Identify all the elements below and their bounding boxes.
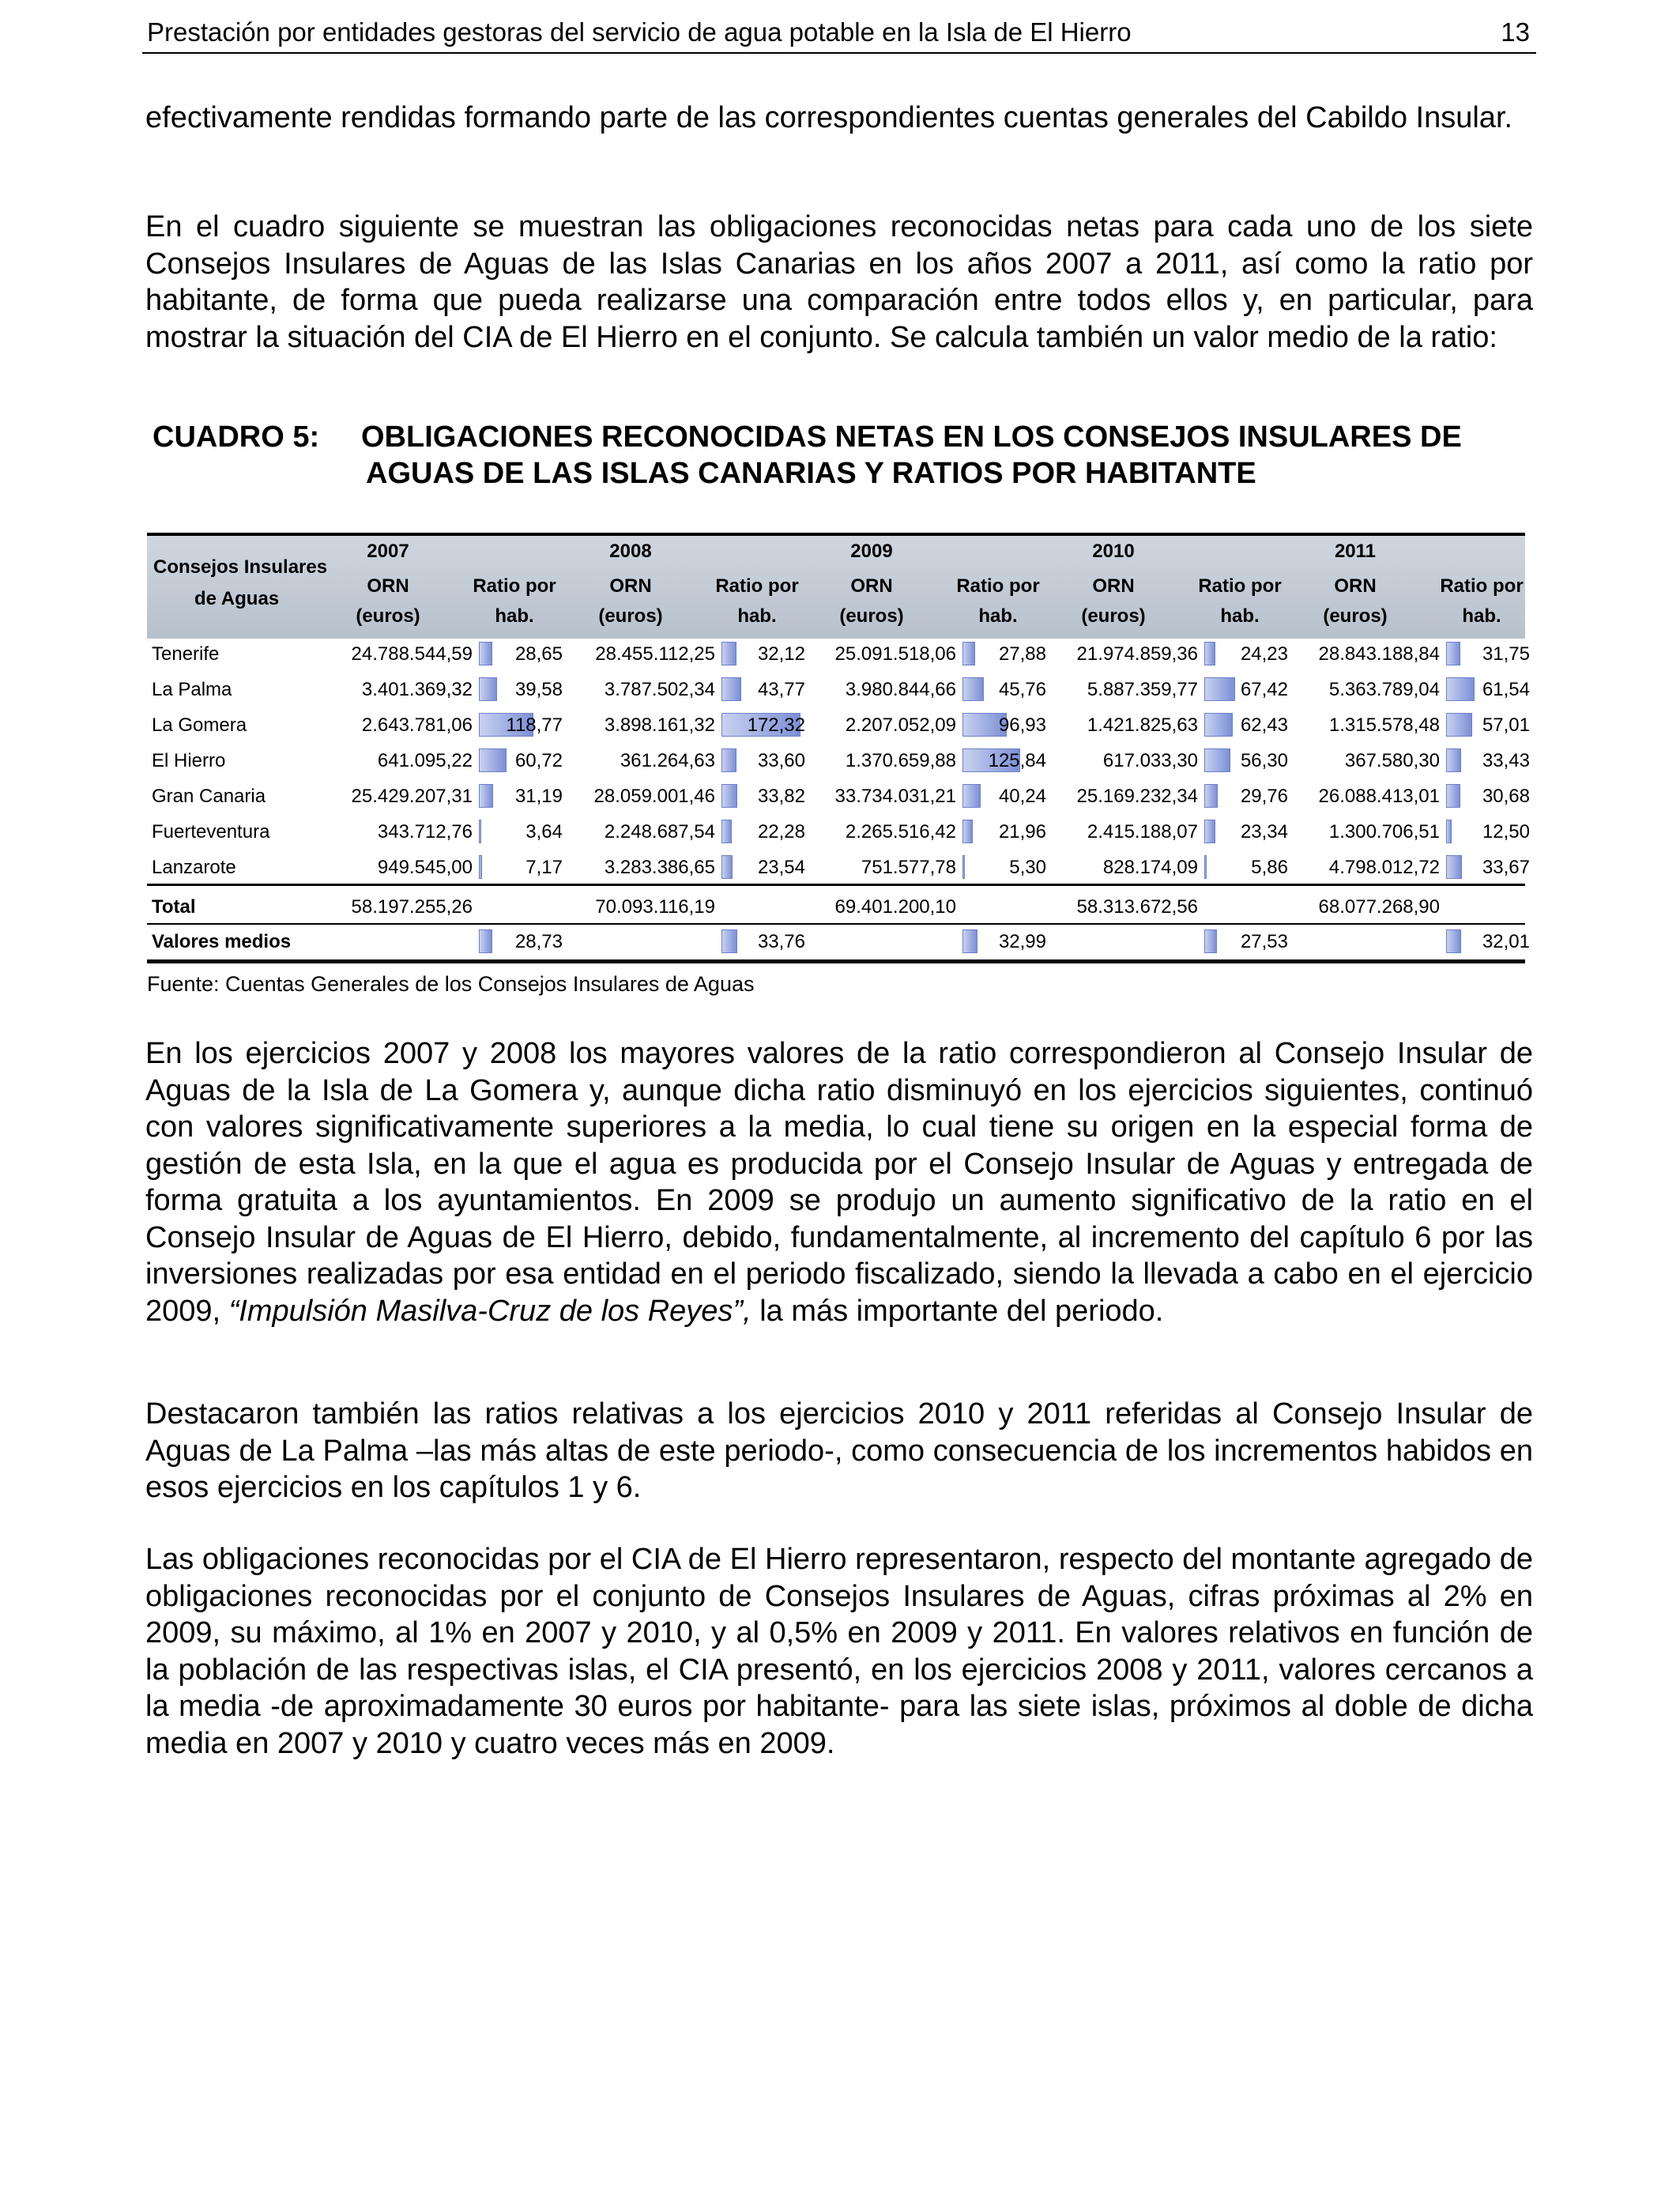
total-label: Total bbox=[152, 896, 196, 918]
orn-value: 5.363.789,04 bbox=[1328, 679, 1440, 700]
ratio-bar bbox=[479, 820, 481, 843]
orn-value: 2.248.687,54 bbox=[604, 821, 715, 843]
ratio-value: 21,96 bbox=[998, 821, 1046, 843]
orn-value: 3.401.369,32 bbox=[361, 679, 473, 700]
ratio-value: 56,30 bbox=[1240, 750, 1288, 771]
header-year: 2007 bbox=[367, 541, 409, 562]
ratio-value: 5,30 bbox=[1009, 857, 1046, 878]
ratio-value: 61,54 bbox=[1482, 679, 1530, 700]
header-orn: ORN bbox=[1092, 575, 1135, 597]
ratio-value: 96,93 bbox=[998, 714, 1046, 736]
ratio-value: 33,43 bbox=[1482, 750, 1530, 771]
ratio-value: 5,86 bbox=[1251, 857, 1288, 878]
orn-value: 2.265.516,42 bbox=[845, 821, 956, 843]
header-ratio-unit: hab. bbox=[1220, 605, 1260, 627]
ratio-value: 29,76 bbox=[1240, 786, 1288, 807]
ratio-value: 39,58 bbox=[514, 679, 563, 700]
header-orn: ORN bbox=[850, 575, 893, 597]
paragraph-3 bbox=[145, 1035, 1533, 1329]
ratio-value: 118,77 bbox=[506, 714, 563, 736]
table-row-label: El Hierro bbox=[152, 750, 226, 771]
average-rule bbox=[147, 923, 1525, 925]
header-orn-unit: (euros) bbox=[1081, 605, 1146, 627]
table-bottom-rule bbox=[147, 959, 1525, 963]
header-ratio-unit: hab. bbox=[495, 605, 534, 627]
total-value: 58.197.255,26 bbox=[351, 896, 473, 918]
orn-value: 26.088.413,01 bbox=[1318, 786, 1440, 807]
total-value: 70.093.116,19 bbox=[595, 896, 715, 918]
ratio-value: 3,64 bbox=[525, 821, 563, 843]
ratio-value: 125,84 bbox=[988, 750, 1046, 771]
header-ratio: Ratio por bbox=[956, 575, 1040, 597]
ratio-value: 28,65 bbox=[514, 643, 563, 665]
orn-value: 1.370.659,88 bbox=[845, 750, 956, 771]
orn-value: 617.033,30 bbox=[1102, 750, 1198, 771]
header-ratio-unit: hab. bbox=[737, 605, 777, 627]
average-value: 32,01 bbox=[1482, 931, 1530, 952]
total-rule bbox=[147, 884, 1525, 886]
table-row-label: Fuerteventura bbox=[152, 821, 270, 843]
orn-value: 25.169.232,34 bbox=[1076, 786, 1198, 807]
header-ratio: Ratio por bbox=[1440, 575, 1524, 597]
orn-value: 751.577,78 bbox=[861, 857, 956, 878]
orn-value: 949.545,00 bbox=[377, 857, 473, 878]
orn-value: 25.091.518,06 bbox=[834, 643, 956, 665]
ratio-value: 30,68 bbox=[1482, 786, 1530, 807]
orn-value: 3.898.161,32 bbox=[604, 714, 715, 736]
orn-value: 1.421.825,63 bbox=[1087, 714, 1198, 736]
paragraph-3-end: la más importante del periodo. bbox=[751, 1294, 1164, 1328]
header-year: 2010 bbox=[1092, 541, 1135, 562]
header-ratio: Ratio por bbox=[715, 575, 799, 597]
ratio-value: 45,76 bbox=[998, 679, 1046, 700]
page-number: 13 bbox=[1501, 17, 1530, 47]
header-orn-unit: (euros) bbox=[356, 605, 420, 627]
header-orn-unit: (euros) bbox=[1323, 605, 1388, 627]
ratio-value: 60,72 bbox=[514, 750, 563, 771]
orn-value: 2.207.052,09 bbox=[845, 714, 956, 736]
ratio-value: 172,32 bbox=[747, 714, 805, 736]
orn-value: 28.843.188,84 bbox=[1318, 643, 1440, 665]
header-orn: ORN bbox=[609, 575, 652, 597]
ratio-value: 33,82 bbox=[757, 786, 805, 807]
caption-line-2: AGUAS DE LAS ISLAS CANARIAS Y RATIOS POR HABITANTE bbox=[366, 457, 1256, 490]
data-table bbox=[147, 533, 1530, 966]
total-value: 58.313.672,56 bbox=[1076, 896, 1198, 918]
paragraph-2: En el cuadro siguiente se muestran las obligaciones reconocidas netas para cada uno de los siete Consejos Insulares de Aguas de las Islas Canarias en los años 2007 a 2011, así como la ratio por habitante, de forma que pueda realizarse una comparación entre todos ellos y, en particular, para mostrar la situación del CIA de El Hierro en el conjunto. Se calcula también un valor medio de la ratio: bbox=[145, 210, 1533, 354]
caption-line-1: OBLIGACIONES RECONOCIDAS NETAS EN LOS CONSEJOS INSULARES DE bbox=[361, 420, 1462, 454]
header-orn: ORN bbox=[1334, 575, 1377, 597]
table-row-label: Lanzarote bbox=[152, 857, 236, 878]
orn-value: 21.974.859,36 bbox=[1076, 643, 1198, 665]
ratio-value: 57,01 bbox=[1482, 714, 1530, 736]
header-corner-1: Consejos Insulares bbox=[153, 556, 328, 578]
orn-value: 1.300.706,51 bbox=[1328, 821, 1440, 843]
average-value: 33,76 bbox=[757, 931, 805, 952]
ratio-bar bbox=[479, 855, 482, 879]
orn-value: 343.712,76 bbox=[377, 821, 473, 843]
ratio-value: 43,77 bbox=[757, 679, 805, 700]
ratio-value: 67,42 bbox=[1240, 679, 1288, 700]
header-year: 2011 bbox=[1334, 541, 1377, 562]
orn-value: 24.788.544,59 bbox=[351, 643, 473, 665]
table-row-label: Tenerife bbox=[152, 643, 220, 665]
orn-value: 361.264,63 bbox=[620, 750, 715, 771]
orn-value: 4.798.012,72 bbox=[1328, 857, 1440, 878]
ratio-value: 7,17 bbox=[525, 857, 563, 878]
ratio-value: 33,60 bbox=[757, 750, 805, 771]
paragraph-1: efectivamente rendidas formando parte de las correspondientes cuentas generales del Cabildo Insular. bbox=[145, 101, 1513, 134]
average-value: 28,73 bbox=[514, 931, 563, 952]
ratio-value: 31,75 bbox=[1482, 643, 1530, 665]
ratio-value: 33,67 bbox=[1482, 857, 1530, 878]
orn-value: 28.059.001,46 bbox=[593, 786, 715, 807]
average-label: Valores medios bbox=[152, 931, 292, 952]
header-orn: ORN bbox=[367, 575, 409, 597]
ratio-value: 12,50 bbox=[1482, 821, 1530, 843]
table-row-label: La Palma bbox=[152, 679, 232, 700]
header-ratio: Ratio por bbox=[473, 575, 556, 597]
orn-value: 28.455.112,25 bbox=[595, 643, 715, 665]
page-header bbox=[142, 16, 1536, 54]
paragraph-3-text: En los ejercicios 2007 y 2008 los mayores valores de la ratio correspondieron al Consejo Insular de Aguas de la Isla de La Gomera y, aunque dicha ratio disminuyó en los ejercicios siguientes, continuó con valores significativamente superiores a la media, lo cual tiene su origen en la especial forma de gestión de esta Isla, en la que el agua es producida por el Consejo Insular de Aguas y entregada de forma gratuita a los ayuntamientos. En 2009 se produjo un aumento significativo de la ratio en el Consejo Insular de Aguas de El Hierro, debido, fundamentalmente, al incremento del capítulo 6 por las inversiones realizadas por esa entidad en el periodo fiscalizado, siendo la llevada a cabo en el ejercicio 2009, bbox=[145, 1037, 1533, 1328]
orn-value: 3.980.844,66 bbox=[845, 679, 956, 700]
orn-value: 3.787.502,34 bbox=[604, 679, 715, 700]
orn-value: 367.580,30 bbox=[1344, 750, 1440, 771]
orn-value: 3.283.386,65 bbox=[604, 857, 715, 878]
ratio-value: 32,12 bbox=[757, 643, 805, 665]
ratio-bar bbox=[1204, 855, 1207, 879]
paragraph-4: Destacaron también las ratios relativas a los ejercicios 2010 y 2011 referidas al Consejo Insular de Aguas de La Palma –las más altas de este periodo-, como consecuencia de los incrementos habidos en esos ejercicios en los capítulos 1 y 6. bbox=[145, 1397, 1533, 1504]
ratio-value: 23,54 bbox=[757, 857, 805, 878]
orn-value: 25.429.207,31 bbox=[351, 786, 473, 807]
header-ratio: Ratio por bbox=[1198, 575, 1282, 597]
header-corner-2: de Aguas bbox=[194, 588, 280, 609]
orn-value: 641.095,22 bbox=[377, 750, 473, 771]
orn-value: 1.315.578,48 bbox=[1328, 714, 1440, 736]
ratio-value: 31,19 bbox=[514, 786, 563, 807]
running-title: Prestación por entidades gestoras del servicio de agua potable en la Isla de El Hierro bbox=[147, 17, 1132, 47]
project-name: “Impulsión Masilva-Cruz de los Reyes”, bbox=[228, 1294, 751, 1328]
table-source: Fuente: Cuentas Generales de los Consejos Insulares de Aguas bbox=[147, 972, 755, 996]
orn-value: 5.887.359,77 bbox=[1087, 679, 1198, 700]
header-year: 2009 bbox=[850, 541, 893, 562]
table-row-label: Gran Canaria bbox=[152, 786, 266, 807]
table-row-label: La Gomera bbox=[152, 714, 247, 736]
paragraph-5: Las obligaciones reconocidas por el CIA de El Hierro representaron, respecto del montante agregado de obligaciones reconocidas por el conjunto de Consejos Insulares de Aguas, cifras próximas al 2% en 2009, su máximo, al 1% en 2007 y 2010, y al 0,5% en 2009 y 2011. En valores relativos en función de la población de las respectivas islas, el CIA presentó, en los ejercicios 2008 y 2011, valores cercanos a la media -de aproximadamente 30 euros por habitante- para las siete islas, próximos al doble de dicha media en 2007 y 2010 y cuatro veces más en 2009. bbox=[145, 1543, 1533, 1760]
header-year: 2008 bbox=[609, 541, 652, 562]
total-value: 68.077.268,90 bbox=[1318, 896, 1440, 918]
orn-value: 2.643.781,06 bbox=[361, 714, 473, 736]
ratio-value: 23,34 bbox=[1240, 821, 1288, 843]
ratio-value: 24,23 bbox=[1240, 643, 1288, 665]
ratio-bar bbox=[962, 855, 965, 879]
ratio-value: 40,24 bbox=[998, 786, 1046, 807]
average-value: 27,53 bbox=[1240, 931, 1288, 952]
header-orn-unit: (euros) bbox=[839, 605, 904, 627]
header-orn-unit: (euros) bbox=[598, 605, 663, 627]
caption-label: CUADRO 5: bbox=[153, 420, 320, 454]
total-value: 69.401.200,10 bbox=[834, 896, 956, 918]
header-ratio-unit: hab. bbox=[1462, 605, 1501, 627]
ratio-value: 62,43 bbox=[1240, 714, 1288, 736]
orn-value: 33.734.031,21 bbox=[834, 786, 956, 807]
ratio-value: 22,28 bbox=[757, 821, 805, 843]
orn-value: 828.174,09 bbox=[1102, 857, 1198, 878]
header-ratio-unit: hab. bbox=[978, 605, 1018, 627]
average-value: 32,99 bbox=[998, 931, 1046, 952]
ratio-value: 27,88 bbox=[998, 643, 1046, 665]
ratio-bar bbox=[1446, 820, 1452, 843]
orn-value: 2.415.188,07 bbox=[1087, 821, 1198, 843]
